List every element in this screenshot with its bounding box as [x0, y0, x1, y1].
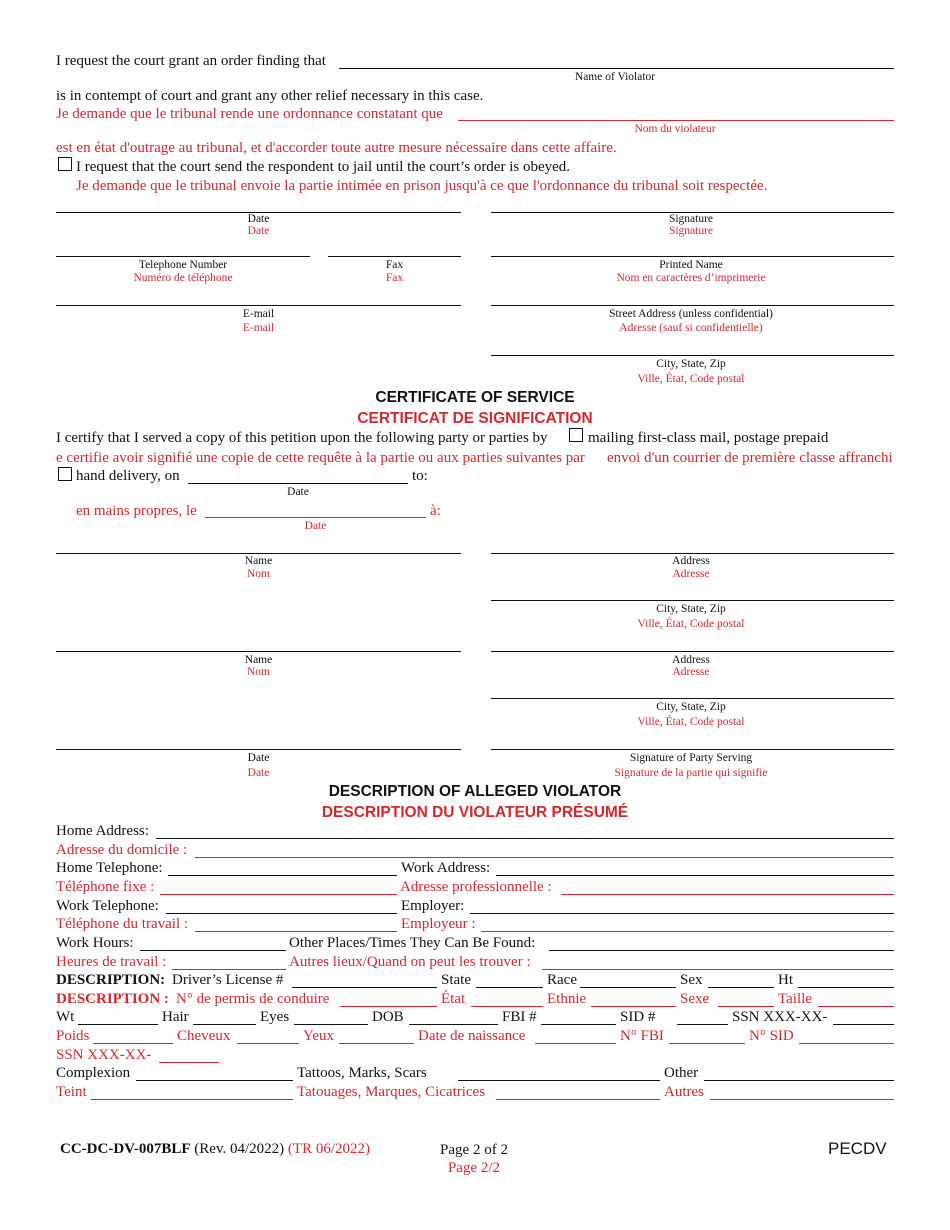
- ssn-label-fr: SSN XXX-XX-: [56, 1047, 152, 1063]
- sex-label-en: Sex: [680, 972, 703, 988]
- ssn-line[interactable]: [833, 1024, 894, 1025]
- party2-city-label-en: City, State, Zip: [656, 701, 726, 713]
- weight-label-en: Wt: [56, 1009, 75, 1025]
- party2-city-line[interactable]: [491, 698, 894, 699]
- signature-label-en: Signature: [668, 213, 714, 225]
- mailing-label-en: mailing first-class mail, postage prepaid: [588, 430, 829, 446]
- violator-title-fr: DESCRIPTION DU VIOLATEUR PRÉSUMÉ: [321, 804, 629, 821]
- sid-label-fr: N° SID: [749, 1028, 794, 1044]
- party2-name-line[interactable]: [56, 651, 461, 652]
- eyes-line[interactable]: [294, 1024, 368, 1025]
- work-phone-line-fr[interactable]: [195, 931, 397, 932]
- weight-line-fr[interactable]: [93, 1043, 173, 1044]
- height-line-fr[interactable]: [818, 1006, 894, 1007]
- violator-name-label-fr: Nom du violateur: [634, 123, 716, 135]
- eyes-label-en: Eyes: [260, 1009, 290, 1025]
- date-label-en: Date: [247, 213, 270, 225]
- service-date-label-fr: Date: [247, 767, 270, 779]
- description-heading-en: DESCRIPTION:: [56, 972, 166, 988]
- party2-name-label-en: Name: [244, 654, 273, 666]
- service-date-line[interactable]: [56, 749, 461, 750]
- fax-label-fr: Fax: [385, 272, 404, 284]
- height-label-en: Ht: [778, 972, 793, 988]
- city-state-zip-line[interactable]: [491, 355, 894, 356]
- other-places-label-en: Other Places/Times They Can Be Found:: [289, 935, 536, 951]
- request-text-en: I request the court grant an order finding that: [56, 53, 326, 69]
- dob-label-en: DOB: [372, 1009, 404, 1025]
- other-places-label-fr: Autres lieux/Quand on peut les trouver :: [289, 954, 531, 970]
- work-address-label-fr: Adresse professionnelle :: [400, 879, 552, 895]
- party1-city-line[interactable]: [491, 600, 894, 601]
- party2-name-label-fr: Nom: [247, 666, 270, 678]
- certificate-title-en: CERTIFICATE OF SERVICE: [375, 389, 575, 406]
- employer-line-fr[interactable]: [481, 931, 894, 932]
- fax-label-en: Fax: [385, 259, 404, 271]
- certify-text-fr: e certifie avoir signifié une copie de cette requête à la partie ou aux parties suivantes par: [56, 450, 585, 466]
- jail-request-fr: Je demande que le tribunal envoie la partie intimée en prison jusqu'à ce que l'ordonnance du tribunal soit respectée.: [76, 178, 768, 194]
- race-label-fr: Ethnie: [547, 991, 587, 1007]
- signature-label-fr: Signature: [668, 225, 714, 237]
- state-line[interactable]: [476, 987, 543, 988]
- home-phone-line-fr[interactable]: [160, 894, 397, 895]
- tattoos-label-en: Tattoos, Marks, Scars: [297, 1065, 427, 1081]
- complexion-line-fr[interactable]: [91, 1099, 293, 1100]
- telephone-label-fr: Numéro de téléphone: [133, 272, 233, 284]
- sex-line-fr[interactable]: [718, 1006, 774, 1007]
- serving-signature-label-en: Signature of Party Serving: [629, 752, 753, 764]
- license-label-en: Driver’s License #: [172, 972, 284, 988]
- party1-address-line[interactable]: [491, 553, 894, 554]
- home-address-line-fr[interactable]: [195, 857, 894, 858]
- eyes-line-fr[interactable]: [339, 1043, 414, 1044]
- complexion-label-fr: Teint: [56, 1084, 87, 1100]
- sid-label-en: SID #: [620, 1009, 656, 1025]
- email-label-en: E-mail: [242, 308, 275, 320]
- work-address-label-en: Work Address:: [401, 860, 491, 876]
- state-label-fr: État: [441, 991, 466, 1007]
- home-phone-label-fr: Téléphone fixe :: [56, 879, 155, 895]
- work-hours-label-en: Work Hours:: [56, 935, 134, 951]
- eyes-label-fr: Yeux: [303, 1028, 334, 1044]
- employer-line[interactable]: [470, 913, 894, 914]
- home-address-line[interactable]: [156, 838, 894, 839]
- request-text-fr: Je demande que le tribunal rende une ordonnance constatant que: [56, 106, 443, 122]
- telephone-label-en: Telephone Number: [138, 259, 228, 271]
- fax-line[interactable]: [328, 256, 461, 257]
- service-date-label-en: Date: [247, 752, 270, 764]
- sex-label-fr: Sexe: [680, 991, 710, 1007]
- form-revision: (Rev. 04/2022): [194, 1141, 285, 1157]
- fbi-label-fr: N° FBI: [620, 1028, 664, 1044]
- city-state-zip-label-fr: Ville, État, Code postal: [637, 373, 745, 385]
- party2-city-label-fr: Ville, État, Code postal: [637, 716, 745, 728]
- form-translation-date: (TR 06/2022): [287, 1141, 370, 1157]
- employer-label-fr: Employeur :: [401, 916, 476, 932]
- page-number-en: Page 2 of 2: [440, 1142, 508, 1158]
- hair-line-fr[interactable]: [237, 1043, 299, 1044]
- footer-form-info: [60, 1140, 370, 1158]
- state-label-en: State: [441, 972, 471, 988]
- serving-signature-line[interactable]: [491, 749, 894, 750]
- date-label-fr: Date: [247, 225, 270, 237]
- party2-address-label-en: Address: [672, 654, 710, 666]
- tattoos-line-fr[interactable]: [496, 1099, 660, 1100]
- work-phone-line[interactable]: [166, 913, 397, 914]
- work-phone-label-en: Work Telephone:: [56, 898, 159, 914]
- home-address-label-fr: Adresse du domicile :: [56, 842, 188, 858]
- dob-line[interactable]: [409, 1024, 498, 1025]
- description-heading-fr: DESCRIPTION :: [56, 991, 169, 1007]
- party2-address-label-fr: Adresse: [672, 666, 710, 678]
- jail-request-en: I request that the court send the respondent to jail until the court’s order is obeyed.: [76, 159, 571, 175]
- dob-label-fr: Date de naissance: [418, 1028, 526, 1044]
- page-number-fr: Page 2/2: [447, 1160, 501, 1176]
- employer-label-en: Employer:: [401, 898, 465, 914]
- hair-line[interactable]: [193, 1024, 256, 1025]
- party1-address-label-en: Address: [672, 555, 710, 567]
- home-address-label-en: Home Address:: [56, 823, 149, 839]
- hand-delivery-label-en: hand delivery, on: [76, 468, 180, 484]
- certify-text-en: I certify that I served a copy of this petition upon the following party or parties by: [56, 430, 548, 446]
- party1-name-label-en: Name: [244, 555, 273, 567]
- party1-name-label-fr: Nom: [247, 568, 270, 580]
- form-id: CC-DC-DV-007BLF: [60, 1141, 191, 1157]
- mailing-label-fr: envoi d'un courrier de première classe affranchi: [607, 450, 893, 466]
- serving-signature-label-fr: Signature de la partie qui signifie: [614, 767, 768, 779]
- city-state-zip-label-en: City, State, Zip: [656, 358, 726, 370]
- height-label-fr: Taille: [778, 991, 812, 1007]
- street-address-label-en: Street Address (unless confidential): [609, 308, 773, 320]
- hair-label-fr: Cheveux: [177, 1028, 231, 1044]
- street-address-label-fr: Adresse (sauf si confidentielle): [619, 322, 763, 334]
- sex-line[interactable]: [708, 987, 774, 988]
- printed-name-line[interactable]: [491, 256, 894, 257]
- tattoos-label-fr: Tatouages, Marques, Cicatrices: [297, 1084, 486, 1100]
- hand-delivery-date-line[interactable]: [188, 483, 408, 484]
- email-label-fr: E-mail: [242, 322, 275, 334]
- license-line[interactable]: [292, 987, 437, 988]
- fbi-line[interactable]: [541, 1024, 616, 1025]
- sid-line-fr[interactable]: [799, 1043, 894, 1044]
- race-label-en: Race: [547, 972, 577, 988]
- other-places-line-fr[interactable]: [542, 969, 894, 970]
- hair-label-en: Hair: [162, 1009, 189, 1025]
- home-phone-line[interactable]: [168, 875, 397, 876]
- printed-name-label-en: Printed Name: [659, 259, 723, 271]
- work-hours-label-fr: Heures de travail :: [56, 954, 167, 970]
- form-code: PECDV: [828, 1139, 887, 1158]
- violator-name-line[interactable]: [339, 68, 894, 69]
- work-hours-line[interactable]: [140, 950, 286, 951]
- hand-delivery-date-line-fr[interactable]: [205, 517, 426, 518]
- hand-delivery-label-fr: en mains propres, le: [76, 503, 197, 519]
- license-label-fr: N° de permis de conduire: [176, 991, 330, 1007]
- hand-delivery-checkbox[interactable]: [58, 467, 72, 481]
- printed-name-label-fr: Nom en caractères d’imprimerie: [616, 272, 766, 284]
- race-line[interactable]: [580, 987, 676, 988]
- other-label-fr: Autres: [664, 1084, 704, 1100]
- party1-name-line[interactable]: [56, 553, 461, 554]
- work-address-line[interactable]: [496, 875, 894, 876]
- party1-address-label-fr: Adresse: [672, 568, 710, 580]
- weight-label-fr: Poids: [56, 1028, 90, 1044]
- party1-city-label-fr: Ville, État, Code postal: [637, 618, 745, 630]
- dob-line-fr[interactable]: [535, 1043, 616, 1044]
- ssn-label-en: SSN XXX-XX-: [732, 1009, 828, 1025]
- other-label-en: Other: [664, 1065, 699, 1081]
- fbi-line-fr[interactable]: [669, 1043, 745, 1044]
- tattoos-line[interactable]: [458, 1080, 660, 1081]
- request-text-en-2: is in contempt of court and grant any other relief necessary in this case.: [56, 88, 484, 104]
- email-line[interactable]: [56, 305, 461, 306]
- race-line-fr[interactable]: [591, 1006, 676, 1007]
- hand-date-label-en: Date: [287, 486, 309, 498]
- other-line-fr[interactable]: [710, 1099, 894, 1100]
- fbi-label-en: FBI #: [502, 1009, 537, 1025]
- work-hours-line-fr[interactable]: [172, 969, 286, 970]
- telephone-line[interactable]: [56, 256, 310, 257]
- weight-line[interactable]: [78, 1024, 158, 1025]
- to-label-en: to:: [412, 468, 428, 484]
- complexion-line[interactable]: [136, 1080, 293, 1081]
- ssn-line-fr[interactable]: [159, 1062, 219, 1063]
- to-label-fr: à:: [430, 503, 441, 519]
- home-phone-label-en: Home Telephone:: [56, 860, 163, 876]
- mailing-checkbox[interactable]: [569, 428, 583, 442]
- request-text-fr-2: est en état d'outrage au tribunal, et d'accorder toute autre mesure nécessaire dans cette affaire.: [56, 140, 617, 156]
- party1-city-label-en: City, State, Zip: [656, 603, 726, 615]
- state-line-fr[interactable]: [471, 1006, 543, 1007]
- violator-title-en: DESCRIPTION OF ALLEGED VIOLATOR: [328, 783, 622, 800]
- street-address-line[interactable]: [491, 305, 894, 306]
- violator-name-line-fr[interactable]: [458, 120, 894, 121]
- work-phone-label-fr: Téléphone du travail :: [56, 916, 189, 932]
- certificate-title-fr: CERTIFICAT DE SIGNIFICATION: [357, 410, 593, 427]
- height-line[interactable]: [798, 987, 894, 988]
- jail-checkbox[interactable]: [58, 157, 72, 171]
- hand-date-label-fr: Date: [304, 520, 327, 532]
- work-address-line-fr[interactable]: [561, 894, 894, 895]
- violator-name-label-en: Name of Violator: [574, 71, 656, 83]
- complexion-label-en: Complexion: [56, 1065, 131, 1081]
- license-line-fr[interactable]: [340, 1006, 437, 1007]
- party2-address-line[interactable]: [491, 651, 894, 652]
- other-line[interactable]: [704, 1080, 894, 1081]
- sid-line[interactable]: [677, 1024, 728, 1025]
- other-places-line[interactable]: [549, 950, 894, 951]
